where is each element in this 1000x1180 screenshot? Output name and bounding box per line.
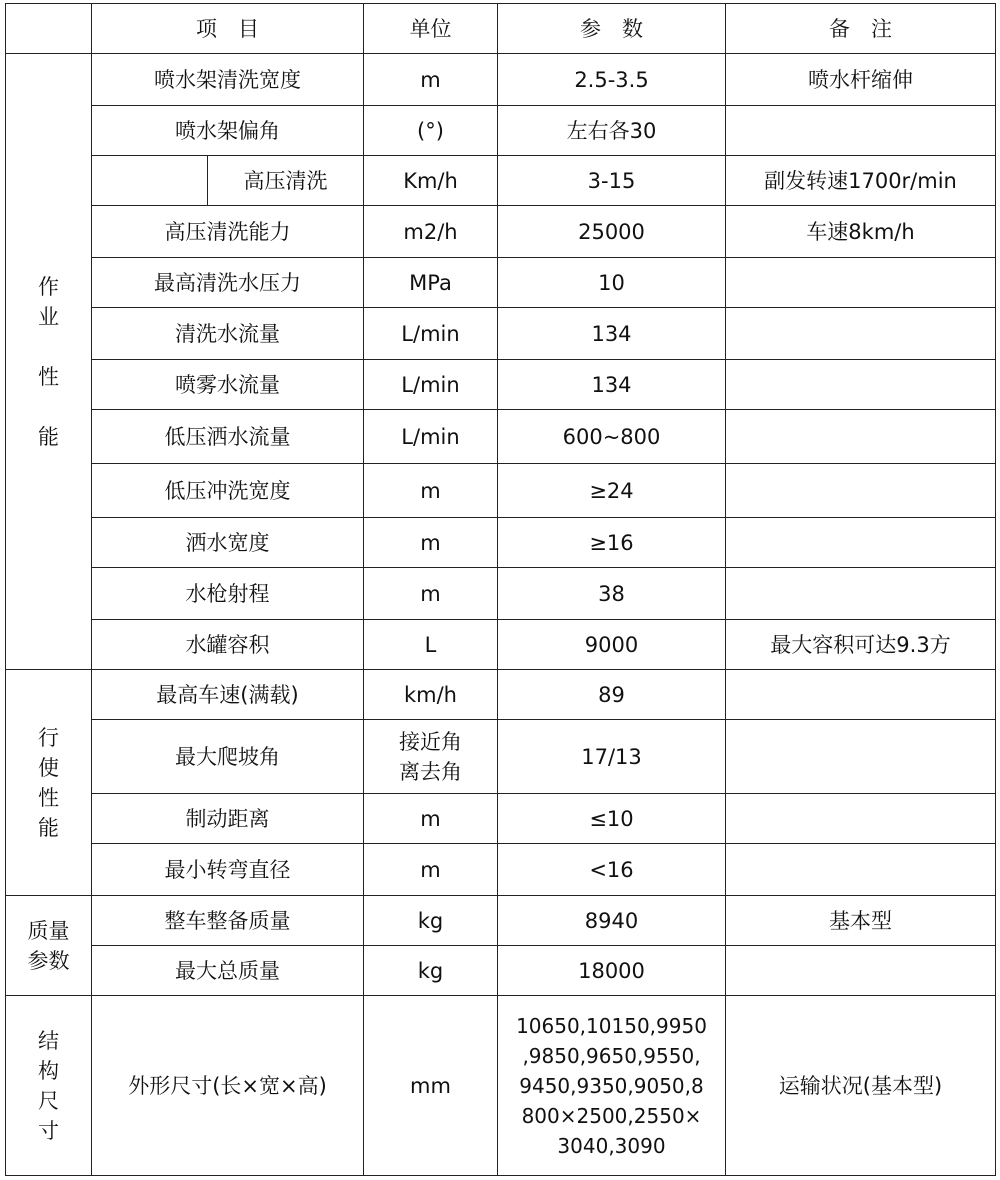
row-param: 10650,10150,9950 ,9850,9650,9550, 9450,9350,9050,8 800×2500,2550× 3040,3090 <box>498 996 726 1176</box>
row-remark <box>726 464 996 518</box>
row-item-blank <box>92 156 208 206</box>
row-remark <box>726 670 996 720</box>
table-row <box>6 464 996 518</box>
row-item: 整车整备质量 <box>92 896 364 946</box>
table-row <box>6 410 996 464</box>
row-remark <box>726 568 996 620</box>
header-row <box>6 4 996 54</box>
table-row <box>6 518 996 568</box>
row-unit: m <box>364 568 498 620</box>
table-row <box>6 106 996 156</box>
row-param: 600~800 <box>498 410 726 464</box>
row-unit: Km/h <box>364 156 498 206</box>
row-unit: (°) <box>364 106 498 156</box>
row-unit: m <box>364 518 498 568</box>
row-remark <box>726 518 996 568</box>
header-corner <box>6 4 92 54</box>
row-remark: 喷水杆缩伸 <box>726 54 996 106</box>
header-remark: 备 注 <box>726 4 996 54</box>
group-drive: 行 使 性 能 <box>6 670 92 896</box>
row-remark: 车速8km/h <box>726 206 996 258</box>
row-remark <box>726 258 996 308</box>
header-unit: 单位 <box>364 4 498 54</box>
table-row <box>6 620 996 670</box>
table-row <box>6 670 996 720</box>
row-item: 水枪射程 <box>92 568 364 620</box>
table-row <box>6 54 996 106</box>
table-row <box>6 206 996 258</box>
row-param: 25000 <box>498 206 726 258</box>
row-unit: m2/h <box>364 206 498 258</box>
row-item: 喷水架清洗宽度 <box>92 54 364 106</box>
row-item: 外形尺寸(长×宽×高) <box>92 996 364 1176</box>
row-param: 3-15 <box>498 156 726 206</box>
row-remark <box>726 794 996 844</box>
row-unit: kg <box>364 946 498 996</box>
row-param: 8940 <box>498 896 726 946</box>
row-item: 洒水宽度 <box>92 518 364 568</box>
table-row <box>6 568 996 620</box>
table-row <box>6 258 996 308</box>
group-struct: 结 构 尺 寸 <box>6 996 92 1176</box>
row-item: 最小转弯直径 <box>92 844 364 896</box>
row-item: 喷水架偏角 <box>92 106 364 156</box>
row-param: 18000 <box>498 946 726 996</box>
header-param: 参 数 <box>498 4 726 54</box>
row-unit: mm <box>364 996 498 1176</box>
table-row <box>6 794 996 844</box>
row-item: 低压洒水流量 <box>92 410 364 464</box>
row-unit: m <box>364 844 498 896</box>
table-row <box>6 308 996 360</box>
row-remark <box>726 946 996 996</box>
table-row <box>6 946 996 996</box>
row-unit: m <box>364 464 498 518</box>
table-row <box>6 996 996 1176</box>
group-mass: 质量 参数 <box>6 896 92 996</box>
row-param: 10 <box>498 258 726 308</box>
row-remark <box>726 360 996 410</box>
row-param: 2.5-3.5 <box>498 54 726 106</box>
row-remark: 副发转速1700r/min <box>726 156 996 206</box>
row-param: 17/13 <box>498 720 726 794</box>
row-unit: L/min <box>364 308 498 360</box>
row-item: 最大爬坡角 <box>92 720 364 794</box>
table-row <box>6 844 996 896</box>
table-row <box>6 896 996 946</box>
row-param: ≤10 <box>498 794 726 844</box>
row-remark <box>726 844 996 896</box>
row-item: 喷雾水流量 <box>92 360 364 410</box>
row-remark: 基本型 <box>726 896 996 946</box>
row-item: 最大总质量 <box>92 946 364 996</box>
group-work: 作 业 性 能 <box>6 54 92 670</box>
row-remark <box>726 720 996 794</box>
header-item: 项 目 <box>92 4 364 54</box>
row-remark: 运输状况(基本型) <box>726 996 996 1176</box>
row-unit: MPa <box>364 258 498 308</box>
row-param: 134 <box>498 308 726 360</box>
row-item: 制动距离 <box>92 794 364 844</box>
row-param: 9000 <box>498 620 726 670</box>
row-param: 134 <box>498 360 726 410</box>
row-remark <box>726 308 996 360</box>
row-unit: 接近角 离去角 <box>364 720 498 794</box>
table-row <box>6 156 996 206</box>
row-unit: L/min <box>364 410 498 464</box>
row-item: 高压清洗能力 <box>92 206 364 258</box>
row-param: 38 <box>498 568 726 620</box>
row-unit: kg <box>364 896 498 946</box>
row-param: 89 <box>498 670 726 720</box>
row-param: 左右各30 <box>498 106 726 156</box>
spec-table <box>5 3 996 1176</box>
row-unit: L <box>364 620 498 670</box>
row-param: ≥24 <box>498 464 726 518</box>
table-row <box>6 360 996 410</box>
row-item: 水罐容积 <box>92 620 364 670</box>
row-remark: 最大容积可达9.3方 <box>726 620 996 670</box>
row-unit: L/min <box>364 360 498 410</box>
row-item: 清洗水流量 <box>92 308 364 360</box>
row-item: 低压冲洗宽度 <box>92 464 364 518</box>
row-param: ≥16 <box>498 518 726 568</box>
row-item: 高压清洗 <box>208 156 364 206</box>
row-unit: m <box>364 54 498 106</box>
row-param: <16 <box>498 844 726 896</box>
row-item: 最高车速(满载) <box>92 670 364 720</box>
row-item: 最高清洗水压力 <box>92 258 364 308</box>
row-unit: km/h <box>364 670 498 720</box>
row-unit: m <box>364 794 498 844</box>
row-remark <box>726 106 996 156</box>
table-row <box>6 720 996 794</box>
row-remark <box>726 410 996 464</box>
